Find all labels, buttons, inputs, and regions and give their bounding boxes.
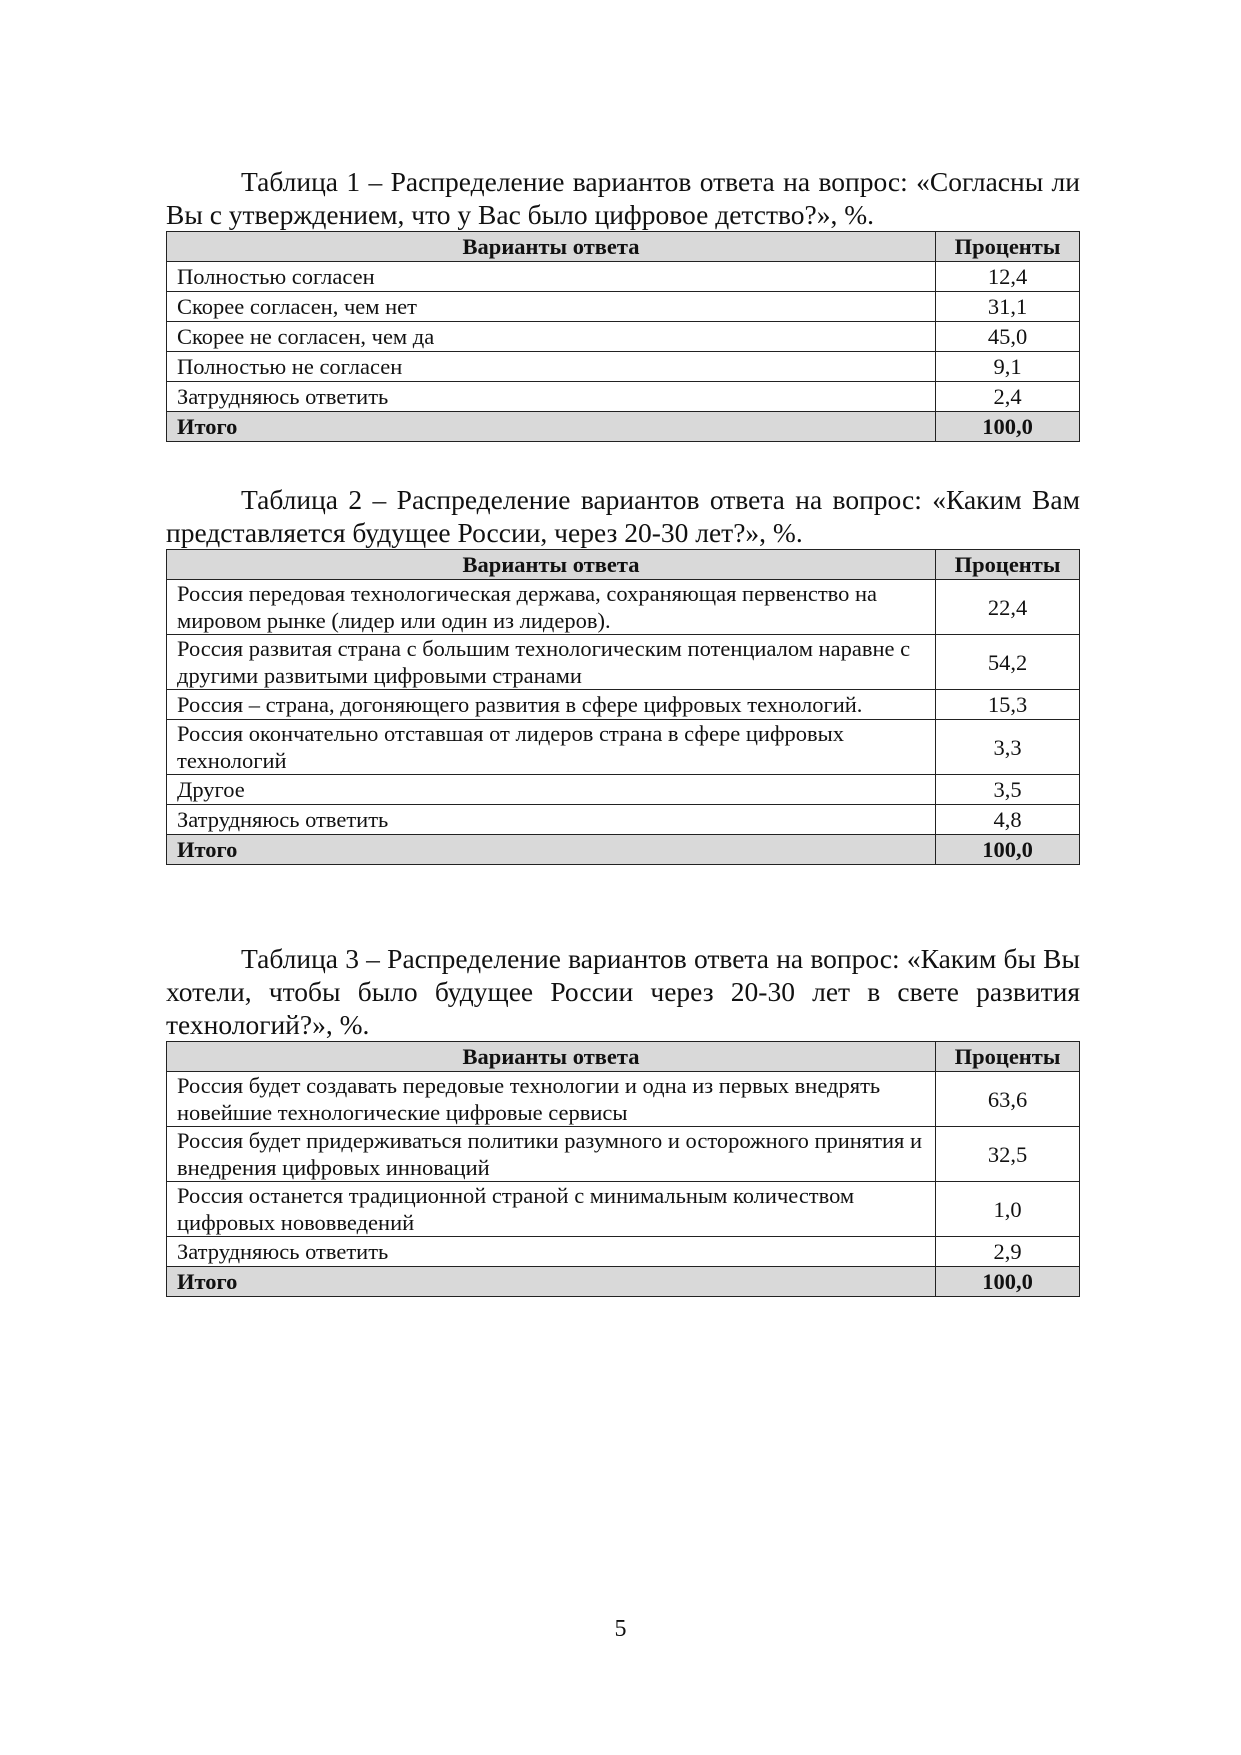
table3-block — [166, 942, 1080, 1297]
header-percent: Проценты — [936, 1042, 1080, 1072]
row-percent: 2,9 — [936, 1237, 1080, 1267]
table-row — [167, 322, 1080, 352]
table1-header — [167, 232, 1080, 262]
header-option: Варианты ответа — [167, 1042, 936, 1072]
table-row — [167, 262, 1080, 292]
row-percent: 63,6 — [936, 1072, 1080, 1127]
table2-caption: Таблица 2 – Распределение вариантов ответа на вопрос: «Каким Вам представляется будущее России, через 20-30 лет?», %. — [166, 484, 1080, 548]
header-option: Варианты ответа — [167, 550, 936, 580]
table-row — [167, 1127, 1080, 1182]
table1 — [166, 231, 1080, 442]
row-percent: 4,8 — [936, 805, 1080, 835]
total-label: Итого — [167, 835, 936, 865]
row-option: Россия будет придерживаться политики разумного и осторожного принятия и внедрения цифровых инноваций — [167, 1127, 936, 1182]
page-number: 5 — [614, 1616, 627, 1642]
table-row — [167, 352, 1080, 382]
row-percent: 54,2 — [936, 635, 1080, 690]
table2-block — [166, 483, 1080, 865]
row-percent: 1,0 — [936, 1182, 1080, 1237]
row-option: Другое — [167, 775, 936, 805]
table-row — [167, 690, 1080, 720]
row-option: Россия будет создавать передовые технологии и одна из первых внедрять новейшие технологические цифровые сервисы — [167, 1072, 936, 1127]
table-row — [167, 292, 1080, 322]
row-option: Скорее не согласен, чем да — [167, 322, 936, 352]
table-row — [167, 635, 1080, 690]
row-percent: 12,4 — [936, 262, 1080, 292]
total-percent: 100,0 — [936, 835, 1080, 865]
row-option: Скорее согласен, чем нет — [167, 292, 936, 322]
row-option: Полностью не согласен — [167, 352, 936, 382]
table-row — [167, 1182, 1080, 1237]
table2-header — [167, 550, 1080, 580]
total-label: Итого — [167, 412, 936, 442]
row-option: Затрудняюсь ответить — [167, 1237, 936, 1267]
table3-total-row — [167, 1267, 1080, 1297]
table3-caption: Таблица 3 – Распределение вариантов ответа на вопрос: «Каким бы Вы хотели, чтобы было будущее России через 20-30 лет в свете развития технологий?», %. — [166, 943, 1080, 1040]
table-row — [167, 1072, 1080, 1127]
row-option: Россия окончательно отставшая от лидеров страна в сфере цифровых технологий — [167, 720, 936, 775]
row-percent: 2,4 — [936, 382, 1080, 412]
table1-total-row — [167, 412, 1080, 442]
table2-total-row — [167, 835, 1080, 865]
row-percent: 22,4 — [936, 580, 1080, 635]
row-percent: 3,3 — [936, 720, 1080, 775]
row-percent: 9,1 — [936, 352, 1080, 382]
table3-header — [167, 1042, 1080, 1072]
row-option: Россия останется традиционной страной с минимальным количеством цифровых нововведений — [167, 1182, 936, 1237]
table-row — [167, 805, 1080, 835]
row-percent: 31,1 — [936, 292, 1080, 322]
row-option: Затрудняюсь ответить — [167, 382, 936, 412]
row-percent: 15,3 — [936, 690, 1080, 720]
total-percent: 100,0 — [936, 412, 1080, 442]
row-percent: 45,0 — [936, 322, 1080, 352]
total-label: Итого — [167, 1267, 936, 1297]
row-option: Россия – страна, догоняющего развития в сфере цифровых технологий. — [167, 690, 936, 720]
table1-caption: Таблица 1 – Распределение вариантов ответа на вопрос: «Согласны ли Вы с утверждением, что у Вас было цифровое детство?», %. — [166, 166, 1080, 230]
table-row — [167, 580, 1080, 635]
table3 — [166, 1041, 1080, 1297]
header-percent: Проценты — [936, 550, 1080, 580]
table-row — [167, 382, 1080, 412]
row-option: Россия передовая технологическая держава, сохраняющая первенство на мировом рынке (лидер или один из лидеров). — [167, 580, 936, 635]
table-row — [167, 1237, 1080, 1267]
header-percent: Проценты — [936, 232, 1080, 262]
row-option: Россия развитая страна с большим технологическим потенциалом наравне с другими развитыми цифровыми странами — [167, 635, 936, 690]
total-percent: 100,0 — [936, 1267, 1080, 1297]
row-percent: 3,5 — [936, 775, 1080, 805]
row-percent: 32,5 — [936, 1127, 1080, 1182]
row-option: Полностью согласен — [167, 262, 936, 292]
table-row — [167, 775, 1080, 805]
table-row — [167, 720, 1080, 775]
row-option: Затрудняюсь ответить — [167, 805, 936, 835]
table2 — [166, 549, 1080, 865]
header-option: Варианты ответа — [167, 232, 936, 262]
table1-block — [166, 165, 1080, 442]
